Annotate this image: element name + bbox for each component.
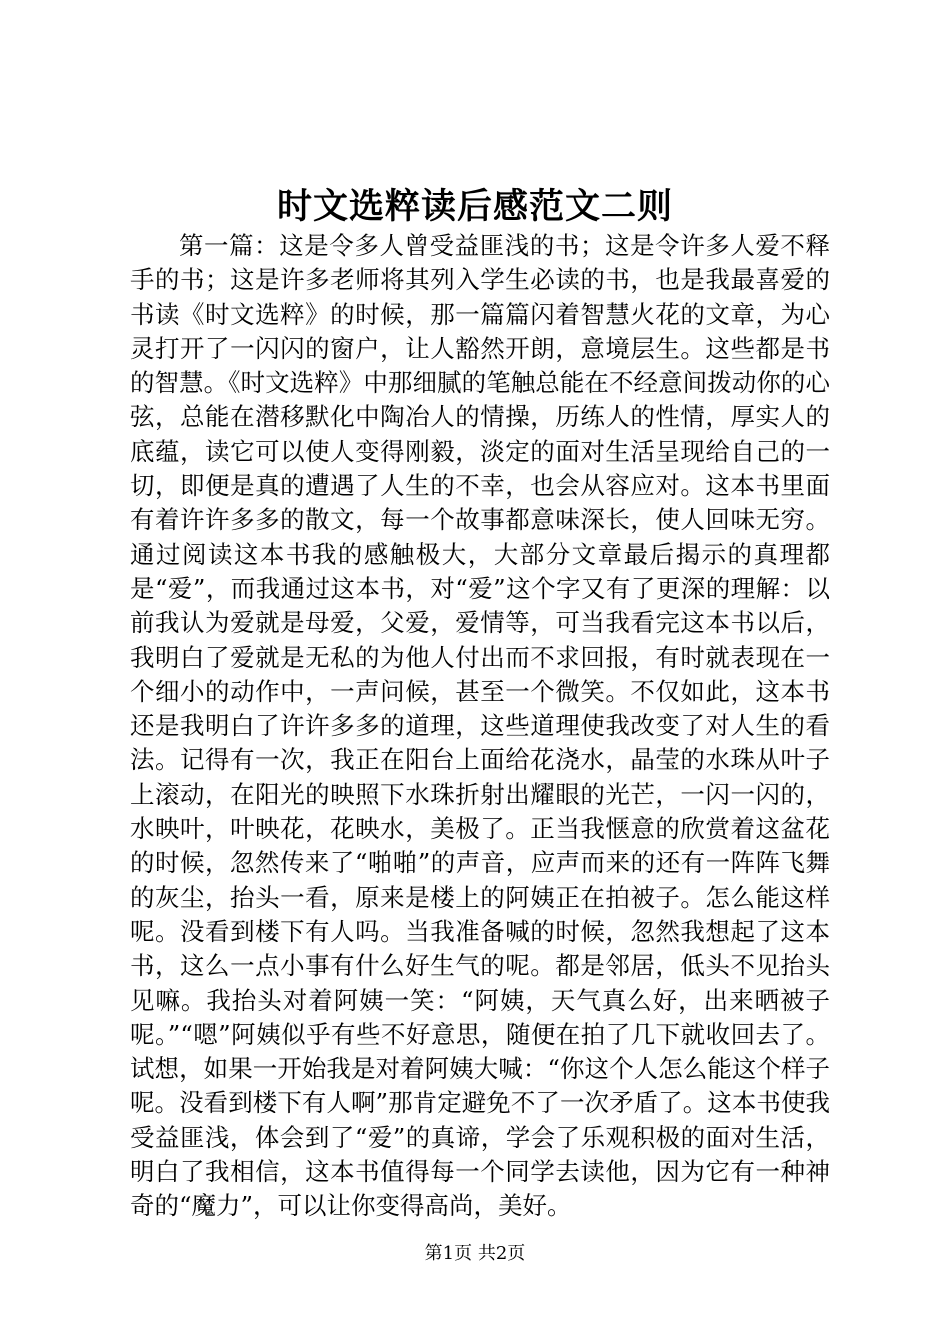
document-body-paragraph: 第一篇：这是令多人曾受益匪浅的书；这是令许多人爱不释手的书；这是许多老师将其列入学生必读的书，也是我最喜爱的书读《时文选粹》的时候，那一篇篇闪着智慧火花的文章，为心灵打开了一闪闪的窗户，让人豁然开朗，意境层生。这些都是书的智慧。《时文选粹》中那细腻的笔触总能在不经意间拨动你的心弦，总能在潜移默化中陶冶人的情操，历练人的性情，厚实人的底蕴，读它可以使人变得刚毅，淡定的面对生活呈现给自己的一切，即便是真的遭遇了人生的不幸，也会从容应对。这本书里面有着许许多多的散文，每一个故事都意味深长，使人回味无穷。通过阅读这本书我的感触极大，大部分文章最后揭示的真理都是“爱”，而我通过这本书，对“爱”这个字又有了更深的理解：以前我认为爱就是母爱，父爱，爱情等，可当我看完这本书以后，我明白了爱就是无私的为他人付出而不求回报，有时就表现在一个细小的动作中，一声问候，甚至一个微笑。不仅如此，这本书还是我明白了许许多多的道理，这些道理使我改变了对人生的看法。记得有一次，我正在阳台上面给花浇水，晶莹的水珠从叶子上滚动，在阳光的映照下水珠折射出耀眼的光芒，一闪一闪的，水映叶，叶映花，花映水，美极了。正当我惬意的欣赏着这盆花的时候，忽然传来了“啪啪”的声音，应声而来的还有一阵阵飞舞的灰尘，抬头一看，原来是楼上的阿姨正在拍被子。怎么能这样呢。没看到楼下有人吗。当我准备喊的时候，忽然我想起了这本书，这么一点小事有什么好生气的呢。都是邻居，低头不见抬头见嘛。我抬头对着阿姨一笑：“阿姨，天气真么好，出来晒被子呢。”“嗯”阿姨似乎有些不好意思，随便在拍了几下就收回去了。试想，如果一开始我是对着阿姨大喊：“你这个人怎么能这个样子呢。没看到楼下有人啊”那肯定避免不了一次矛盾了。这本书使我受益匪浅，体会到了“爱”的真谛，学会了乐观积极的面对生活，明白了我相信，这本书值得每一个同学去读他，因为它有一种神奇的“魔力”，可以让你变得高尚，美好。 (130, 231, 830, 1221)
page-footer: 第1页 共2页 (424, 1243, 526, 1264)
document-title: 时文选粹读后感范文二则 (276, 186, 673, 227)
